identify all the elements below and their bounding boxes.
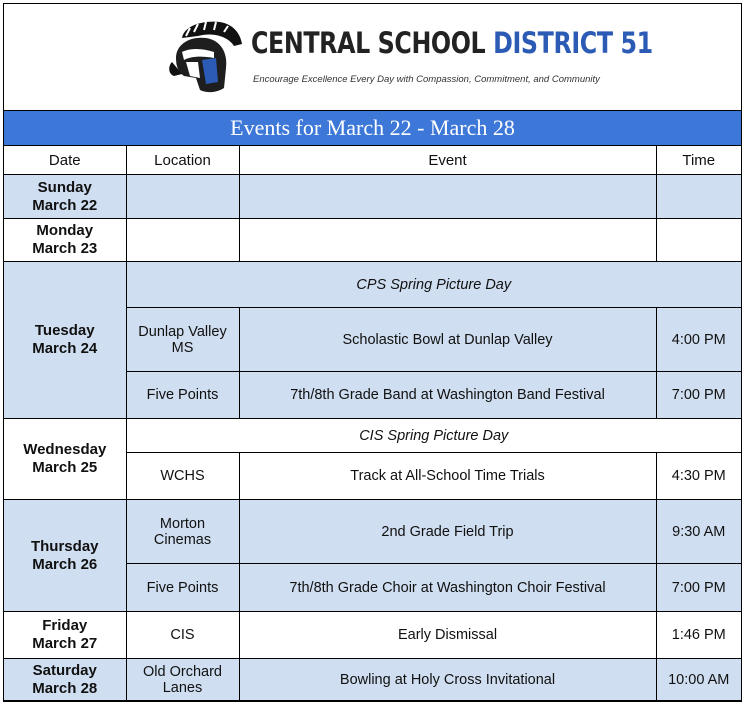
location-cell: Five Points: [126, 564, 239, 612]
day-date: March 28: [32, 679, 98, 697]
day-name: Saturday: [32, 661, 97, 679]
day-name: Monday: [36, 222, 94, 239]
page-title: Events for March 22 - March 28: [4, 111, 741, 146]
event-cell: Scholastic Bowl at Dunlap Valley: [239, 308, 656, 372]
day-date: March 27: [32, 635, 98, 652]
event-cell: 2nd Grade Field Trip: [239, 500, 656, 564]
day-name: Sunday: [37, 178, 92, 196]
time-cell: 1:46 PM: [656, 612, 741, 659]
table-row: [4, 659, 741, 701]
time-cell: [656, 219, 741, 262]
time-cell: 7:00 PM: [656, 564, 741, 612]
district-header: [4, 4, 741, 111]
event-cell: Track at All-School Time Trials: [239, 453, 656, 500]
date-cell: [4, 659, 126, 701]
column-header-location: Location: [126, 146, 239, 175]
district-name: [251, 26, 653, 60]
time-cell: [656, 175, 741, 219]
day-name: Tuesday: [34, 322, 95, 339]
event-banner-cell: CPS Spring Picture Day: [126, 262, 741, 308]
column-header-event: Event: [239, 146, 656, 175]
date-cell: [4, 419, 126, 500]
location-cell: [126, 175, 239, 219]
day-date: March 25: [32, 459, 98, 476]
day-name: Wednesday: [23, 441, 107, 458]
event-cell: Bowling at Holy Cross Invitational: [239, 659, 656, 701]
table-row: [4, 612, 741, 659]
time-cell: 4:00 PM: [656, 308, 741, 372]
district-tagline: Encourage Excellence Every Day with Compassion, Commitment, and Community: [253, 74, 600, 85]
event-cell: 7th/8th Grade Choir at Washington Choir Festival: [239, 564, 656, 612]
column-header-date: Date: [4, 146, 126, 175]
location-cell: Five Points: [126, 372, 239, 419]
location-cell: Morton Cinemas: [126, 500, 239, 564]
day-name: Friday: [42, 617, 88, 634]
time-cell: 7:00 PM: [656, 372, 741, 419]
location-cell: WCHS: [126, 453, 239, 500]
day-date: March 24: [32, 340, 98, 357]
event-cell: 7th/8th Grade Band at Washington Band Festival: [239, 372, 656, 419]
table-header-row: [4, 146, 741, 175]
date-cell: [4, 219, 126, 262]
time-cell: 10:00 AM: [656, 659, 741, 701]
column-header-time: Time: [656, 146, 741, 175]
date-cell: [4, 262, 126, 419]
location-cell: [126, 219, 239, 262]
location-cell: CIS: [126, 612, 239, 659]
date-cell: [4, 500, 126, 612]
location-cell: Old Orchard Lanes: [126, 659, 239, 701]
events-page: [3, 3, 742, 702]
location-cell: Dunlap Valley MS: [126, 308, 239, 372]
event-cell: [239, 219, 656, 262]
event-banner-cell: CIS Spring Picture Day: [126, 419, 741, 453]
day-date: March 22: [32, 196, 98, 214]
day-date: March 23: [32, 240, 98, 257]
table-row: [4, 219, 741, 262]
table-row: [4, 419, 741, 453]
event-cell: Early Dismissal: [239, 612, 656, 659]
table-row: [4, 500, 741, 564]
table-row: [4, 262, 741, 308]
events-table: [4, 146, 741, 701]
table-row: [4, 175, 741, 219]
time-cell: 9:30 AM: [656, 500, 741, 564]
day-name: Thursday: [30, 537, 99, 555]
district-name-part2: DISTRICT 51: [493, 26, 653, 60]
spartan-helmet-icon: [162, 18, 244, 98]
day-date: March 26: [32, 555, 98, 573]
event-cell: [239, 175, 656, 219]
time-cell: 4:30 PM: [656, 453, 741, 500]
date-cell: [4, 612, 126, 659]
district-name-part1: CENTRAL SCHOOL: [251, 26, 494, 60]
date-cell: [4, 175, 126, 219]
